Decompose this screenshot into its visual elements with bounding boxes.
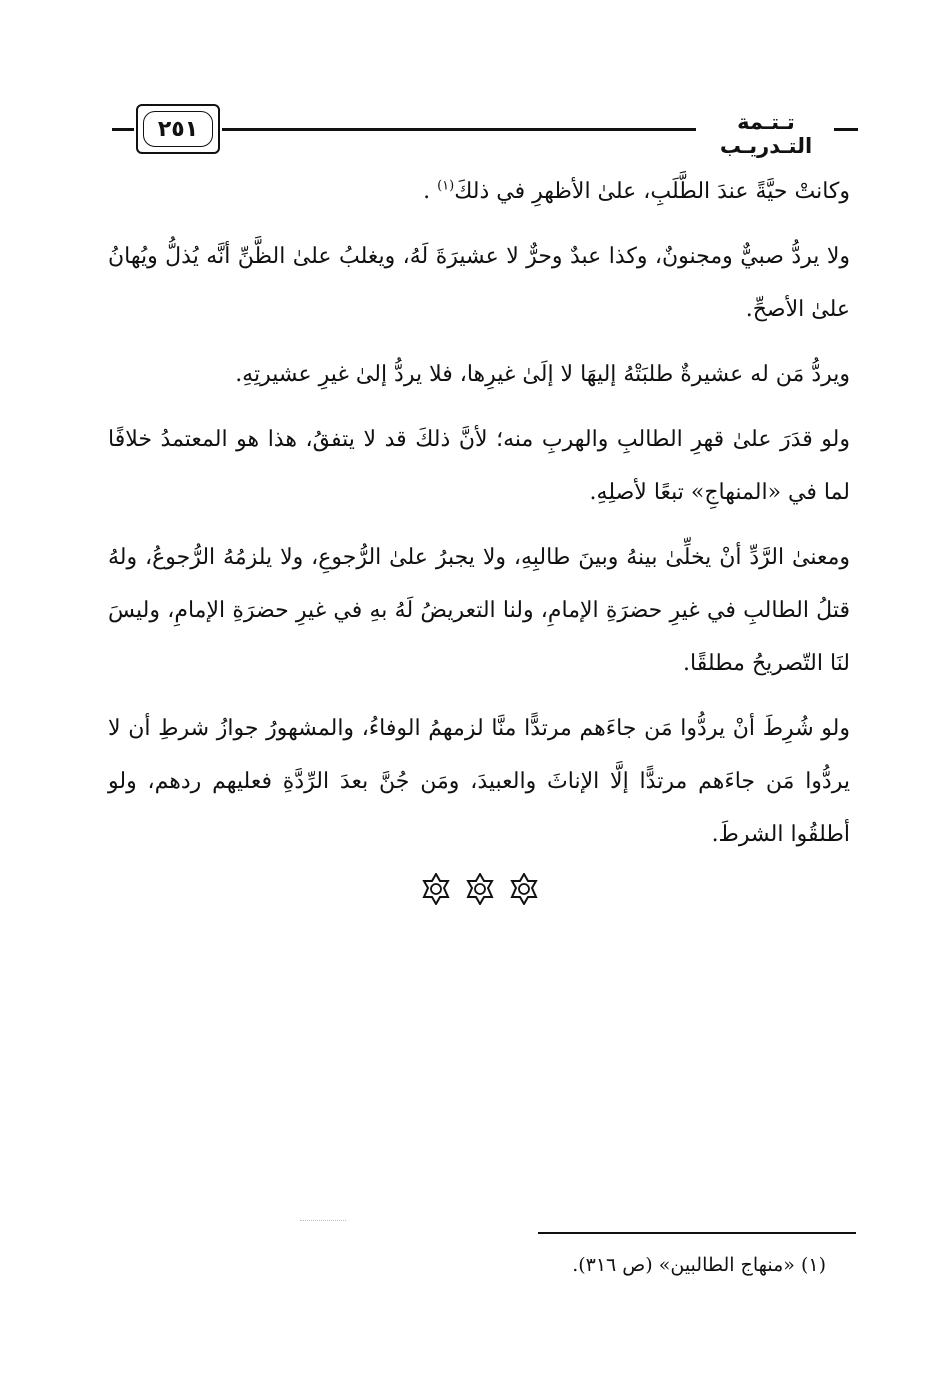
paragraph	[108, 165, 850, 218]
paragraph: ولو قدَرَ علىٰ قهرِ الطالبِ والهربِ منه؛ لأنَّ ذلكَ قد لا يتفقُ، هذا هو المعتمدُ خلافًا لما في «المنهاجِ» تبعًا لأصلِهِ.	[108, 427, 850, 505]
star-ornament-icon	[464, 873, 496, 905]
header-rule-left	[112, 128, 134, 131]
header-rule-middle	[222, 128, 696, 131]
star-ornament-icon	[420, 873, 452, 905]
page-number: ٢٥١	[143, 111, 213, 147]
running-title: تـتـمة التـدريـب	[719, 110, 813, 158]
paragraph-end: .	[423, 179, 438, 204]
page-number-frame	[136, 104, 220, 154]
paragraph-text: وكانتْ حيَّةً عندَ الطَّلَبِ، علىٰ الأظهرِ في ذلكَ	[454, 179, 850, 204]
page-header	[112, 98, 858, 158]
header-rule-right	[834, 128, 858, 131]
paragraph: ولا يردُّ صبيٌّ ومجنونٌ، وكذا عبدٌ وحرٌّ لا عشيرَةَ لَهُ، ويغلبُ علىٰ الظَّنِّ أنَّه يُذلُّ ويُهانُ علىٰ الأصحِّ.	[108, 244, 850, 322]
footnote-divider	[538, 1232, 856, 1234]
scan-speck	[300, 1220, 346, 1221]
footnote: (١) «منهاج الطالبين» (ص ٣١٦).	[572, 1254, 826, 1276]
section-end-ornaments	[420, 872, 540, 906]
paragraph: ولو شُرِطَ أنْ يردُّوا مَن جاءَهم مرتدًّا منَّا لزمهمُ الوفاءُ، والمشهورُ جوازُ شرطِ أن لا يردُّوا مَن جاءَهم مرتدًّا إلَّا الإناثَ والعبيدَ، ومَن جُنَّ بعدَ الرِّدَّةِ فعليهم ردهم، ولو أطلقُوا الشرطَ.	[108, 716, 850, 847]
main-text	[108, 165, 850, 873]
star-ornament-icon	[508, 873, 540, 905]
paragraph: ومعنىٰ الرَّدِّ أنْ يخلِّىٰ بينهُ وبينَ طالبِهِ، ولا يجبرُ علىٰ الرُّجوعِ، ولا يلزمُهُ الرُّجوعُ، ولهُ قتلُ الطالبِ في غيرِ حضرَةِ الإمامِ، ولنا التعريضُ لَهُ بهِ في غيرِ حضرَةِ الإمامِ، وليسَ لنَا التّصريحُ مطلقًا.	[108, 545, 850, 676]
paragraph: ويردُّ مَن له عشيرةٌ طلبَتْهُ إليهَا لا إلَىٰ غيرِها، فلا يردُّ إلىٰ غيرِ عشيرتِهِ.	[235, 362, 850, 387]
footnote-reference[interactable]: (١)	[437, 178, 455, 194]
